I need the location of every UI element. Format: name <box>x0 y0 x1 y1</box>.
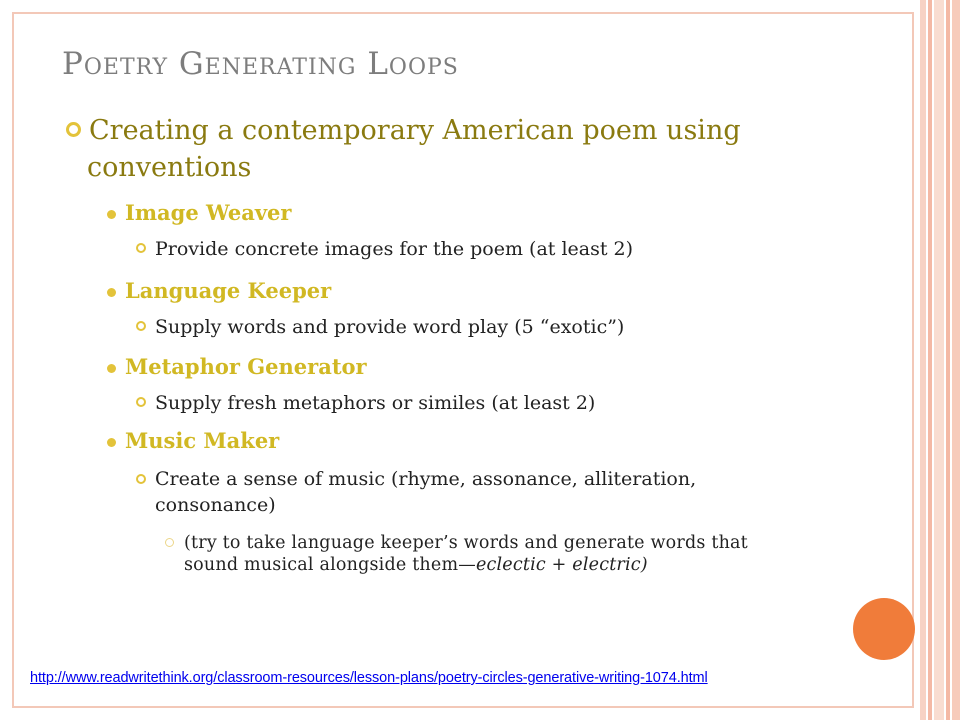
description-bullet-icon <box>136 321 146 331</box>
sub-note-plain: sound musical alongside them— <box>184 555 476 575</box>
slide-title: Poetry Generating Loops <box>62 46 459 82</box>
decorative-stripes <box>920 0 960 720</box>
role-heading-music-maker: Music Maker <box>125 428 280 453</box>
music-maker-line1: Create a sense of music (rhyme, assonance, alliteration, <box>155 468 697 490</box>
level1-text <box>89 112 741 186</box>
music-maker-line2: consonance) <box>155 494 276 516</box>
role-bullet-icon <box>107 288 116 297</box>
sub-note-line1: (try to take language keeper’s words and generate words that <box>184 533 748 553</box>
role-description-metaphor-generator: Supply fresh metaphors or similes (at least 2) <box>155 392 596 414</box>
source-link[interactable]: http://www.readwritethink.org/classroom-resources/lesson-plans/poetry-circles-generative-writing-1074.html <box>30 670 708 686</box>
role-bullet-icon <box>107 438 116 447</box>
description-bullet-icon <box>136 474 146 484</box>
level1-line2: conventions <box>87 152 252 183</box>
role-description-language-keeper: Supply words and provide word play (5 “exotic”) <box>155 316 625 338</box>
level1-line1: Creating a contemporary American poem using <box>89 115 741 146</box>
decorative-orange-circle <box>853 598 915 660</box>
description-bullet-icon <box>136 243 146 253</box>
role-heading-image-weaver: Image Weaver <box>125 200 292 225</box>
role-description-music-maker <box>155 466 696 518</box>
description-bullet-icon <box>136 397 146 407</box>
sub-note-line2 <box>184 554 748 576</box>
role-bullet-icon <box>107 210 116 219</box>
role-bullet-icon <box>107 364 116 373</box>
role-heading-metaphor-generator: Metaphor Generator <box>125 354 367 379</box>
music-maker-sub-note <box>184 532 748 576</box>
level1-bullet-icon <box>66 122 81 137</box>
role-heading-language-keeper: Language Keeper <box>125 278 332 303</box>
sub-bullet-icon <box>165 538 174 547</box>
sub-note-italic: eclectic + electric) <box>475 555 648 575</box>
role-description-image-weaver: Provide concrete images for the poem (at least 2) <box>155 238 634 260</box>
